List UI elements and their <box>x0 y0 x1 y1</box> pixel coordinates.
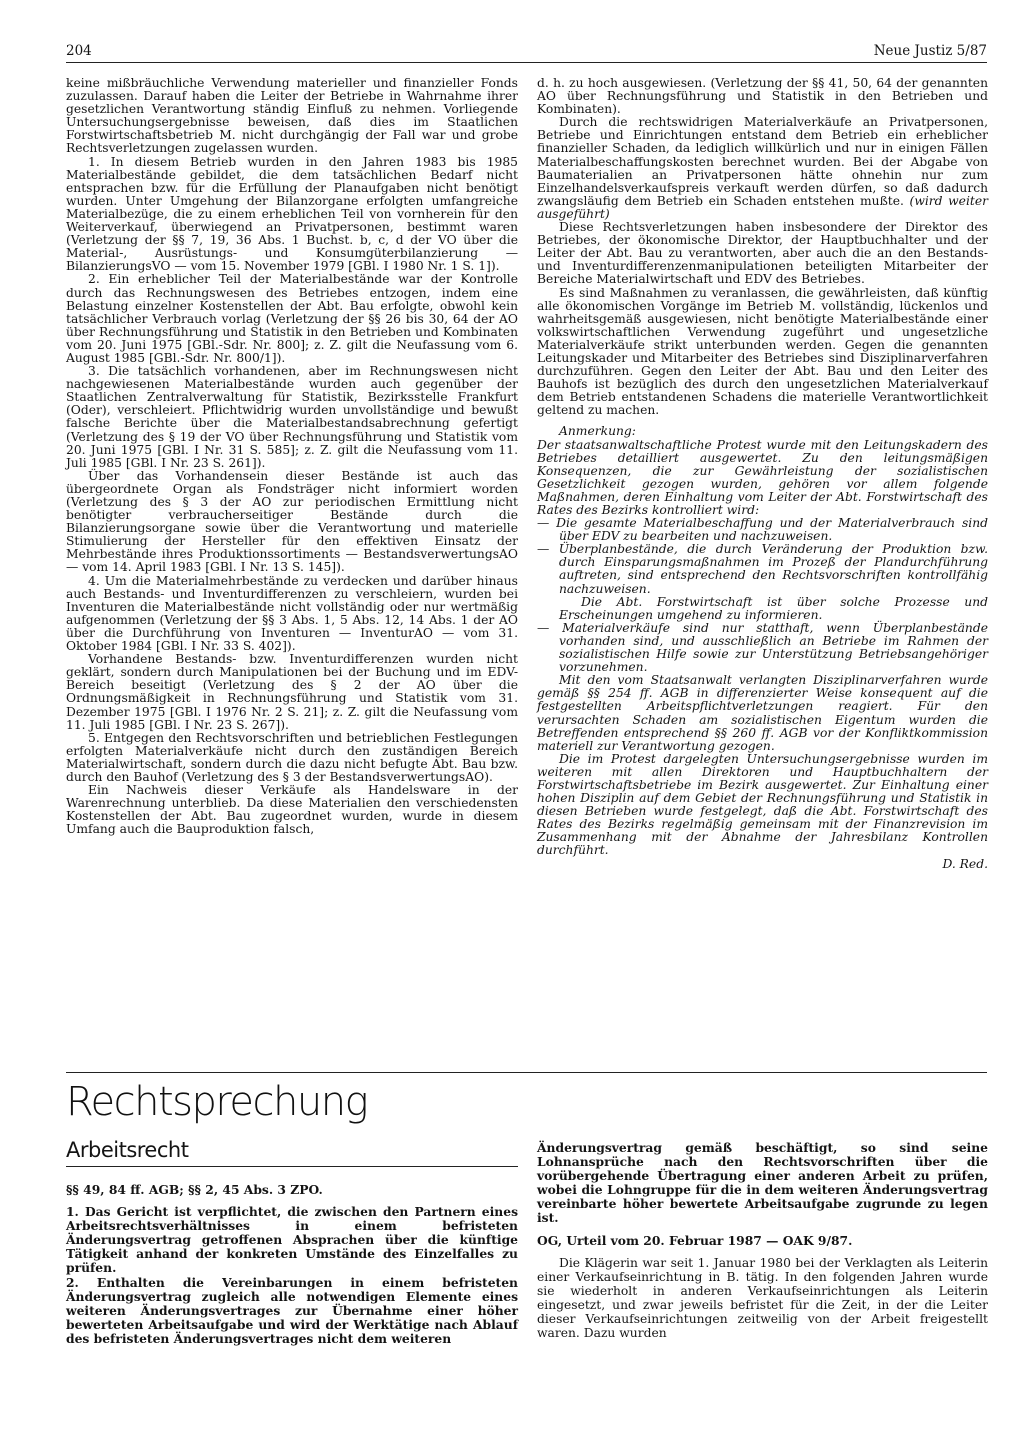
ruling-left <box>66 1183 518 1346</box>
page-number: 204 <box>66 43 92 59</box>
annotation-item-continuation: Die Abt. Forstwirtschaft ist über solche Prozesse und Erscheinungen umgehend zu informieren. <box>559 594 988 622</box>
paragraph: d. h. zu hoch ausgewiesen. (Verletzung der §§ 41, 50, 64 der genannten AO über Rechnungsführung und Statistik in den Betrieben und Kombinaten). <box>537 76 988 117</box>
section-divider <box>66 1072 987 1073</box>
paragraph: Vorhandene Bestands- bzw. Inventurdifferenzen wurden nicht geklärt, sondern durch Manipulationen bei der Buchung und im EDV-Bereich beseitigt (Verletzung des § 2 der AO über die Ordnungsmäßigkeit in Rechnungsführung und Statistik vom 31. Dezember 1975 [GBl. I 1976 Nr. 2 S. 21]; z. Z. gilt die Neufassung vom 11. Juli 1985 [GBl. I Nr. 23 S. 267]). <box>66 652 518 732</box>
annotation-paragraph: Die im Protest dargelegten Untersuchungsergebnisse wurden im weiteren mit allen Direktoren und Hauptbuchhaltern der Forstwirtschaftsbetriebe im Bezirk ausgewertet. Zur Einhaltung einer hohen Disziplin auf dem Gebiet der Rechnungsführung und Statistik in diesen Betrieben wurde festgelegt, daß die Abt. Forstwirtschaft des Rates des Bezirks regelmäßig gemeinsam mit der Finanzrevision im Zusammenhang mit der Abnahme der Jahresbilanz Kontrollen durchführt. <box>537 751 988 858</box>
editor-signature: D. Red. <box>942 856 988 871</box>
right-column <box>537 77 988 871</box>
paragraph: 5. Entgegen den Rechtsvorschriften und betrieblichen Festlegungen erfolgten Materialverkäufe nicht durch den zuständigen Bereich Materialwirtschaft, sondern durch die dazu nicht befugte Abt. Bau bzw. durch den Bauhof (Verletzung des § 3 der BestandsverwertungsAO). <box>66 730 518 784</box>
section-title: Rechtsprechung <box>66 1079 368 1125</box>
annotation-item: — Materialverkäufe sind nur statthaft, wenn Überplanbestände vorhanden sind, und ausschließlich an Betriebe im Rahmen der sozialistischen Hilfe sowie zur Unterstützung Betriebsangehöriger vorzunehmen. <box>537 620 988 675</box>
court-decision: OG, Urteil vom 20. Februar 1987 — OAK 9/87. <box>537 1232 853 1248</box>
headnote-continuation: Änderungsvertrag gemäß beschäftigt, so sind seine Lohnansprüche nach den Rechtsvorschriften über die vorübergehende Übertragung einer anderen Arbeit zu prüfen, wobei die Lohngruppe für die in dem weiteren Änderungsvertrag vereinbarte höher bewertete Arbeitsaufgabe zugrunde zu legen ist. <box>537 1140 988 1226</box>
law-citation: §§ 49, 84 ff. AGB; §§ 2, 45 Abs. 3 ZPO. <box>66 1182 323 1197</box>
paragraph: Über das Vorhandensein dieser Bestände ist auch das übergeordnete Organ als Fondsträger nicht informiert worden (Verletzung des § 3 der AO zur periodischen Ermittlung nicht benötigter verbraucherseitiger Bestände durch die Bilanzierungsorgane sowie über die Verantwortung und materielle Stimulierung der Hersteller für den effektiven Einsatz der Mehrbestände ihres Produktionssortiments — BestandsverwertungsAO — vom 14. April 1983 [GBl. I Nr. 13 S. 145]). <box>66 468 518 575</box>
paragraph: Es sind Maßnahmen zu veranlassen, die gewährleisten, daß künftig alle ökonomischen Vorgänge im Betrieb M. vollständig, lückenlos und wahrheitsgemäß ausgewiesen, nicht benötigte Materialbestände einer volkswirtschaftlichen Verwendung zugeführt und ungesetzliche Materialverkäufe strikt unterbunden werden. Gegen die genannten Leitungskader und Mitarbeiter des Betriebes sind Disziplinarverfahren durchzuführen. Gegen den Leiter der Abt. Bau und den Leiter des Bauhofs ist bezüglich des durch den ungesetzlichen Materialverkauf dem Betrieb entstandenen Schadens die materielle Verantwortlichkeit geltend zu machen. <box>537 285 988 418</box>
paragraph: 2. Ein erheblicher Teil der Materialbestände war der Kontrolle durch das Rechnungswesen des Betriebes entzogen, indem eine Belastung einzelner Kostenstellen der Abt. Bau erfolgte, obwohl kein tatsächlicher Verbrauch vorlag (Verletzung der §§ 26 bis 30, 64 der AO über Rechnungsführung und Statistik in den Betrieben und Kombinaten vom 20. Juni 1975 [GBl.-Sdr. Nr. 800]; z. Z. gilt die Neufassung vom 6. August 1985 [GBl.-Sdr. Nr. 800/1]). <box>66 272 518 365</box>
headnote-point: 1. Das Gericht ist verpflichtet, die zwischen den Partnern eines Arbeitsrechtsverhältnisses in einem befristeten Änderungsvertrag getroffenen Absprachen über die künftige Tätigkeit anhand der konkreten Umstände des Einzelfalles zu prüfen. <box>66 1204 518 1276</box>
paragraph: 4. Um die Materialmehrbestände zu verdecken und darüber hinaus auch Bestands- und Inventurdifferenzen zu verschleiern, wurden bei Inventuren die Materialbestände nicht vollständig oder nur wertmäßig aufgenommen (Verletzung der §§ 3 Abs. 1, 5 Abs. 12, 14 Abs. 1 der AO über die Durchführung von Inventuren — InventurAO — vom 31. Oktober 1984 [GBl. I Nr. 33 S. 402]). <box>66 573 518 654</box>
editorial-annotation <box>537 425 988 870</box>
facts-paragraph: Die Klägerin war seit 1. Januar 1980 bei der Verklagten als Leiterin einer Verkaufseinrichtung in B. tätig. In den folgenden Jahren wurde sie wiederholt in anderen Verkaufseinrichtungen als Leiterin eingesetzt, und zwar jeweils befristet für die Zeit, in der die Leiter dieser Verkaufseinrichtungen zeitweilig von der Arbeit freigestellt waren. Dazu wurden <box>537 1255 988 1341</box>
journal-issue: Neue Justiz 5/87 <box>873 43 987 59</box>
headnote-point: 2. Enthalten die Vereinbarungen in einem befristeten Änderungsvertrag zugleich alle notwendigen Elemente eines weiteren Änderungsvertrages zur Übernahme einer höher bewerteten Arbeitsaufgabe und wird der Werktätige nach Ablauf des befristeten Änderungsvertrages nicht dem weiteren <box>66 1274 518 1346</box>
paragraph: 3. Die tatsächlich vorhandenen, aber im Rechnungswesen nicht nachgewiesenen Materialbestände wurden auch gegenüber der Staatlichen Zentralverwaltung für Statistik, Bezirksstelle Frankfurt (Oder), verschleiert. Pflichtwidrig wurden unvollständige und bewußt falsche Berichte über die Materialbestandsabrechnung gefertigt (Verletzung des § 19 der VO über Rechnungsführung und Statistik vom 20. Juni 1975 [GBl. I Nr. 31 S. 585]; z. Z. gilt die Neufassung vom 11. Juli 1985 [GBl. I Nr. 23 S. 261]). <box>66 364 518 470</box>
paragraph: Diese Rechtsverletzungen haben insbesondere der Direktor des Betriebes, der ökonomische Direktor, der Hauptbuchhalter und der Leiter der Abt. Bau zu verantworten, aber auch die an den Bestands- und Inventurdifferenzenmanipulationen beteiligten Mitarbeiter der Bereiche Materialwirtschaft und EDV des Betriebes. <box>537 220 988 287</box>
paragraph: Ein Nachweis dieser Verkäufe als Handelsware in der Warenrechnung unterblieb. Da diese Materialien den verschiedensten Kostenstellen der Abt. Bau zugeordnet wurden, wurde in diesem Umfang auch die Bauproduktion falsch, <box>66 783 518 837</box>
omission-note: (wird weiter ausgeführt) <box>537 193 988 221</box>
annotation-intro: Der staatsanwaltschaftliche Protest wurde mit den Leitungskadern des Betriebes detailliert ausgewertet. Zu den leitungsmäßigen Konsequenzen, die zur Gewährleistung der sozialistischen Gesetzlichkeit gezogen wurden, gehören vor allem folgende Maßnahmen, deren Einhaltung vom Leiter der Abt. Forstwirtschaft des Rates des Bezirks kontrolliert wird: <box>537 437 988 517</box>
subsection-title: Arbeitsrecht <box>66 1136 518 1167</box>
paragraph <box>537 116 988 221</box>
paragraph: 1. In diesem Betrieb wurden in den Jahren 1983 bis 1985 Materialbestände gebildet, die dem tatsächlichen Bedarf nicht entsprachen bzw. für die Erfüllung der Planaufgaben nicht benötigt wurden. Unter Umgehung der Bilanzorgane erfolgten umfangreiche Materialbezüge, die zu einem erheblichen Teil von vornherein für den Weiterverkauf, überwiegend an Privatpersonen, bestimmt waren (Verletzung der §§ 7, 19, 36 Abs. 1 Buchst. b, c, d der VO über die Material-, Ausrüstungs- und Konsumgüterbilanzierung — BilanzierungsVO — vom 15. November 1979 [GBl. I 1980 Nr. 1 S. 1]). <box>66 154 518 274</box>
left-column <box>66 77 518 836</box>
ruling-right <box>537 1141 988 1340</box>
paragraph-text: Durch die rechtswidrigen Materialverkäufe an Privatpersonen, Betriebe und Einrichtungen entstand dem Betrieb ein erheblicher finanzieller Schaden, da lediglich willkürlich und nur in einigen Fällen Materialbeschaffungskosten berechnet wurden. Bei der Abgabe von Baumaterialien an Privatpersonen hätte ohnehin nur zum Einzelhandelsverkaufspreis verkauft werden dürfen, so daß dadurch zwangsläufig dem Betrieb ein Schaden entstehen mußte. <box>537 115 988 208</box>
annotation-heading: Anmerkung: <box>559 424 636 439</box>
page-header <box>66 42 987 63</box>
annotation-item: — Überplanbestände, die durch Veränderung der Produktion bzw. durch Einsparungsmaßnahmen im Prozeß der Plandurchführung auftreten, sind entsprechend den Rechtsvorschriften kontrollfähig nachzuweisen. <box>537 542 988 596</box>
paragraph: keine mißbräuchliche Verwendung materieller und finanzieller Fonds zuzulassen. Darauf haben die Leiter der Betriebe in Wahrnahme ihrer gesetzlichen Verantwortung ständig Einfluß zu nehmen. Vorliegende Untersuchungsergebnisse beweisen, daß dies im Staatlichen Forstwirtschaftsbetrieb M. nicht durchgängig der Fall war und grobe Rechtsverletzungen zugelassen wurden. <box>66 76 518 156</box>
annotation-paragraph: Mit den vom Staatsanwalt verlangten Disziplinarverfahren wurde gemäß §§ 254 ff. AGB in differenzierter Weise konsequent auf die festgestellten Arbeitspflichtverletzungen reagiert. Für den verursachten Schaden am sozialistischen Eigentum wurden die Betreffenden entsprechend §§ 260 ff. AGB vor der Konfliktkommission materiell zur Verantwortung gezogen. <box>537 673 988 753</box>
annotation-item: — Die gesamte Materialbeschaffung und der Materialverbrauch sind über EDV zu bearbeiten und nachzuweisen. <box>537 516 988 544</box>
